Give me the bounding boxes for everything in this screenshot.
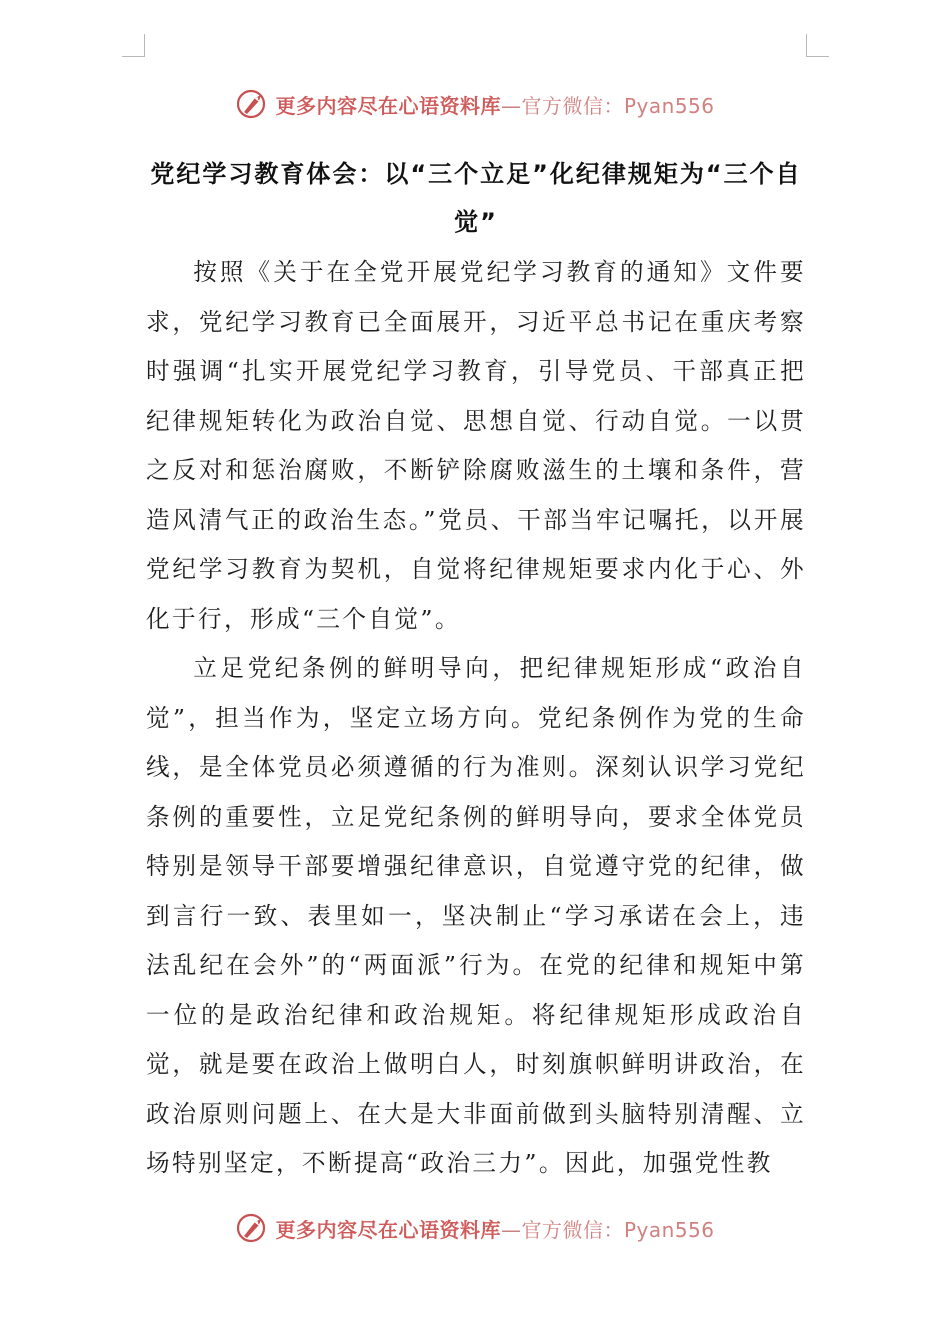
crop-mark-top-right	[806, 34, 829, 57]
watermark-separator: —	[500, 1217, 522, 1242]
watermark-header	[0, 84, 950, 124]
watermark-main-text: 更多内容尽在心语资料库	[275, 1217, 501, 1242]
paragraph: 按照《关于在全党开展党纪学习教育的通知》文件要求，党纪学习教育已全面展开，习近平总书记在重庆考察时强调“扎实开展党纪学习教育，引导党员、干部真正把纪律规矩转化为政治自觉、思想自觉、行动自觉。一以贯之反对和惩治腐败，不断铲除腐败滋生的土壤和条件，营造风清气正的政治生态。”党员、干部当牢记嘱托，以开展党纪学习教育为契机，自觉将纪律规矩要求内化于心、外化于行，形成“三个自觉”。	[146, 258, 806, 633]
watermark-text	[275, 90, 714, 119]
pen-nib-logo-icon	[235, 1211, 269, 1245]
paragraph: 立足党纪条例的鲜明导向，把纪律规矩形成“政治自觉”，担当作为，坚定立场方向。党纪条例作为党的生命线，是全体党员必须遵循的行为准则。深刻认识学习党纪条例的重要性，立足党纪条例的鲜明导向，要求全体党员特别是领导干部要增强纪律意识，自觉遵守党的纪律，做到言行一致、表里如一，坚决制止“学习承诺在会上，违法乱纪在会外”的“两面派”行为。在党的纪律和规矩中第一位的是政治纪律和政治规矩。将纪律规矩形成政治自觉，就是要在政治上做明白人，时刻旗帜鲜明讲政治，在政治原则问题上、在大是大非面前做到头脑特别清醒、立场特别坚定，不断提高“政治三力”。因此，加强党性教	[146, 654, 806, 1177]
watermark-separator: —	[500, 93, 522, 118]
watermark-text	[275, 1214, 714, 1243]
document-body	[146, 248, 806, 1189]
crop-mark-top-left	[122, 34, 145, 57]
document-title: 党纪学习教育体会：以“三个立足”化纪律规矩为“三个自觉”	[150, 160, 802, 236]
watermark-account: Pyan556	[623, 93, 715, 118]
watermark-main-text: 更多内容尽在心语资料库	[275, 93, 501, 118]
pen-nib-logo-icon	[235, 87, 269, 121]
watermark-sub-text: 官方微信：	[521, 1217, 624, 1242]
watermark-account: Pyan556	[623, 1217, 715, 1242]
watermark-footer	[0, 1208, 950, 1248]
watermark-sub-text: 官方微信：	[521, 93, 624, 118]
